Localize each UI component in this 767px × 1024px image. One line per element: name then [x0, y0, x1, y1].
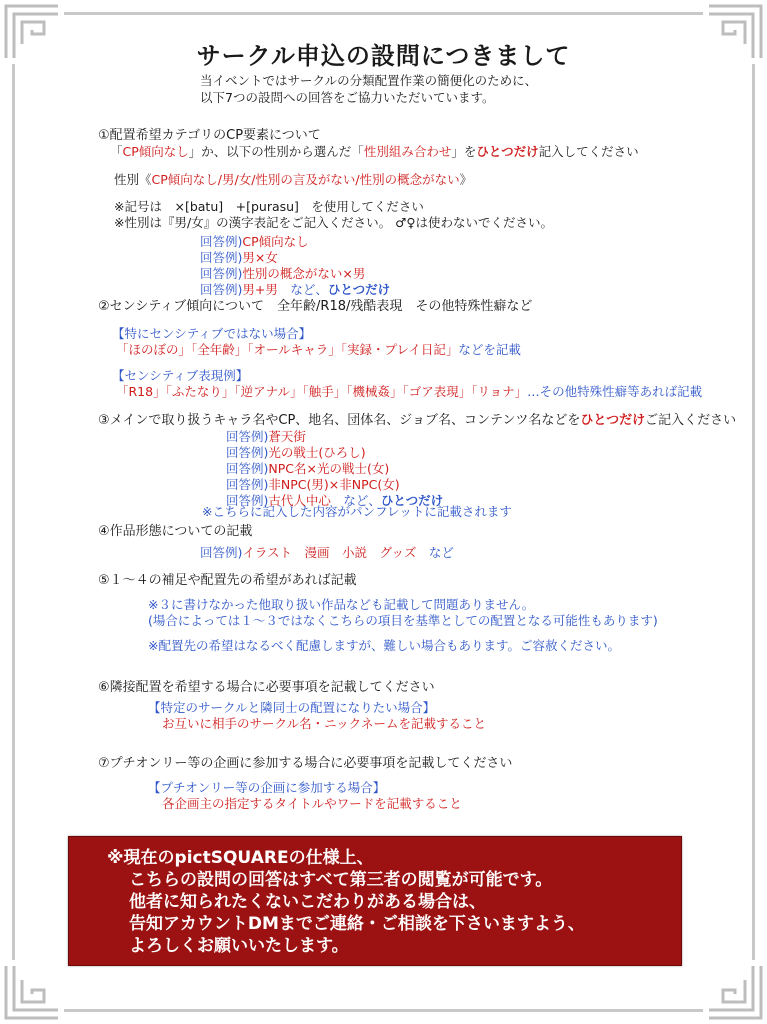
page-title: サークル申込の設問につきまして [196, 42, 571, 70]
text: ③メインで取り扱うキャラ名やCP、地名、団体名、ジョブ名、コンテンツ名などを [98, 413, 581, 428]
text-red: CP傾向なし/男/女/性別の言及がない/性別の概念がない [151, 172, 460, 187]
q4-heading: ④作品形態についての記載 [98, 524, 253, 539]
example-value: CP傾向なし [242, 234, 309, 249]
q1-instruction [110, 144, 639, 160]
example-row [200, 250, 390, 266]
text: 性別《 [114, 172, 152, 187]
q2-line [116, 384, 702, 400]
q6-heading: ⑥隣接配置を希望する場合に必要事項を記載してください [98, 680, 435, 695]
intro-line: 当イベントではサークルの分類配置作業の簡便化のために、 [200, 73, 538, 88]
example-row [226, 429, 443, 445]
example-value: 男×女 [242, 250, 278, 265]
q7-subheading: 【プチオンリー等の企画に参加する場合】 [148, 780, 386, 795]
example-row [226, 477, 443, 493]
example-value: 光の戦士(ひろし) [268, 445, 366, 460]
notice-line: よろしくお願いいたします。 [129, 936, 349, 956]
example-row [226, 445, 443, 461]
text: ご記入ください [645, 413, 737, 428]
q5-note: ※３に書けなかった他取り扱い作品なども記載して問題ありません。 [148, 597, 535, 612]
example-value: イラスト 漫画 小説 グッズ [242, 545, 417, 560]
notice-line: ※現在のpictSQUAREの仕様上、 [107, 848, 374, 868]
example-label: 回答例) [226, 429, 269, 444]
example-tail: など [416, 545, 454, 560]
intro-text [200, 72, 537, 106]
example-value: 性別の概念がない×男 [242, 266, 366, 281]
text-red: 「R18」「ふたなり」「逆アナル」「触手」「機械姦」「ゴア表現」「リョナ」 [116, 384, 528, 399]
privacy-notice [68, 836, 682, 966]
text-blue: などを記載 [458, 342, 521, 357]
example-value: 古代人中心 [268, 493, 331, 508]
example-label: 回答例) [200, 282, 243, 297]
notice-line: こちらの設問の回答はすべて第三者の閲覧が可能です。 [129, 870, 553, 890]
example-row [200, 234, 390, 250]
text: 「 [110, 144, 123, 159]
example-tail: など、 [330, 493, 381, 508]
example-label: 回答例) [226, 493, 269, 508]
example-label: 回答例) [200, 545, 243, 560]
q7-detail: 各企画主の指定するタイトルやワードを記載すること [162, 796, 462, 811]
q3-examples [226, 429, 443, 509]
example-row [226, 461, 443, 477]
example-label: 回答例) [200, 250, 243, 265]
q3-heading [98, 413, 736, 429]
example-tail-bold: ひとつだけ [327, 282, 391, 297]
text-red-bold: ひとつだけ [580, 413, 646, 428]
q1-note: ※記号は ×[batu] +[purasu] を使用してください [114, 199, 424, 214]
example-label: 回答例) [226, 445, 269, 460]
frame-edge [64, 1009, 703, 1012]
example-value: NPC名×光の戦士(女) [268, 461, 390, 476]
example-tail-bold: ひとつだけ [380, 493, 444, 508]
q4-example [200, 545, 454, 561]
notice-line: 他者に知られたくないこだわりがある場合は、 [129, 892, 486, 912]
q1-sex-options [114, 172, 472, 188]
frame-edge [64, 12, 703, 15]
q2-subheading: 【特にセンシティブではない場合】 [112, 326, 312, 341]
frame-edge [12, 64, 15, 960]
text-red: 性別組み合わせ [363, 144, 452, 159]
q6-subheading: 【特定のサークルと隣同士の配置になりたい場合】 [148, 700, 436, 715]
q3-note: ※こちらに記入した内容がパンフレットに記載されます [202, 504, 512, 519]
corner-ornament-icon [707, 964, 763, 1020]
text: 記入してください [538, 144, 639, 159]
text: 」か、以下の性別から選んだ「 [188, 144, 364, 159]
intro-line: 以下7つの設問への回答をご協力いただいています。 [200, 90, 495, 105]
text-red: 「ほのぼの」「全年齢」「オールキャラ」「実録・プレイ日記」 [116, 342, 459, 357]
text-red: CP傾向なし [122, 144, 189, 159]
q6-detail: お互いに相手のサークル名・ニックネームを記載すること [162, 716, 487, 731]
q1-examples [200, 234, 390, 298]
q5-heading: ⑤１～４の補足や配置先の希望があれば記載 [98, 573, 357, 588]
q2-heading: ②センシティブ傾向について 全年齢/R18/残酷表現 その他特殊性癖など [98, 299, 533, 314]
example-row [200, 282, 390, 298]
notice-line: 告知アカウントDMまでご連絡・ご相談を下さいますよう、 [129, 914, 585, 934]
example-label: 回答例) [226, 461, 269, 476]
example-label: 回答例) [226, 477, 269, 492]
q7-heading: ⑦プチオンリー等の企画に参加する場合に必要事項を記載してください [98, 756, 513, 771]
example-value: 非NPC(男)×非NPC(女) [268, 477, 400, 492]
q1-note: ※性別は『男/女』の漢字表記をご記入ください。 ♂♀は使わないでください。 [114, 215, 554, 230]
text: 」を [451, 144, 477, 159]
frame-edge [752, 64, 755, 960]
text-red-bold: ひとつだけ [476, 144, 539, 159]
text-blue: …その他特殊性癖等あれば記載 [527, 384, 703, 399]
q1-heading: ①配置希望カテゴリのCP要素について [98, 128, 321, 143]
example-label: 回答例) [200, 234, 243, 249]
q2-subheading: 【センシティブ表現例】 [112, 368, 249, 383]
q5-note: (場合によっては１～３ではなくこちらの項目を基準としての配置となる可能性もあります) [148, 613, 658, 628]
example-row [200, 266, 390, 282]
example-value: 男+男 [242, 282, 278, 297]
q5-note: ※配置先の希望はなるべく配慮しますが、難しい場合もあります。ご容赦ください。 [148, 638, 620, 653]
example-tail: など、 [277, 282, 328, 297]
text: 》 [459, 172, 473, 187]
example-label: 回答例) [200, 266, 243, 281]
q2-line [116, 342, 521, 358]
corner-ornament-icon [4, 964, 60, 1020]
example-value: 蒼天街 [268, 429, 306, 444]
